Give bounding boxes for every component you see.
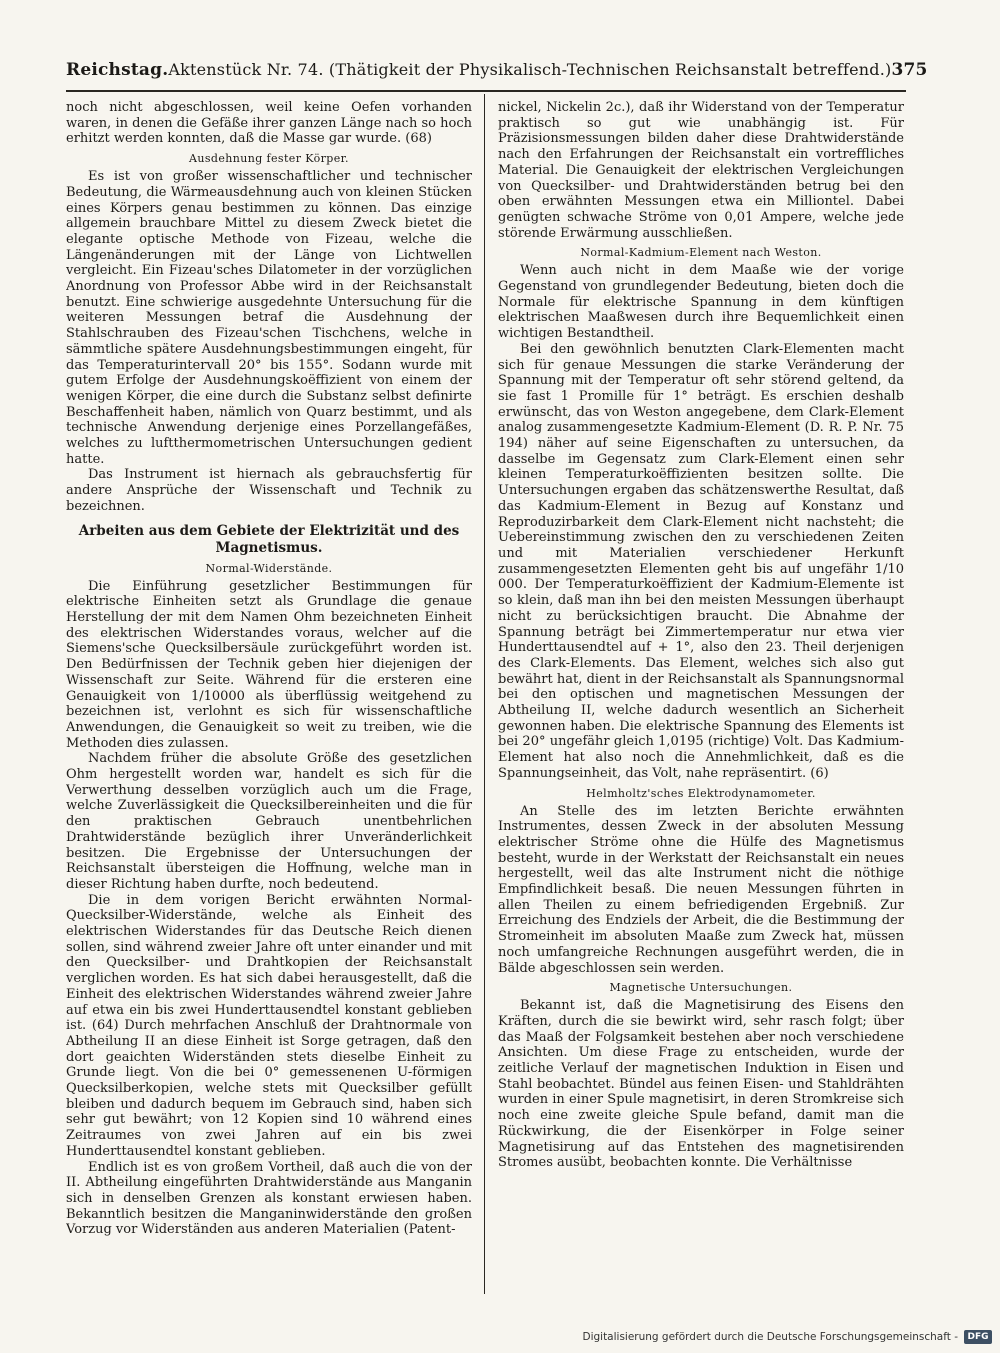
section-heading: Arbeiten aus dem Gebiete der Elektrizität und des Magnetismus. xyxy=(78,522,460,556)
paragraph: Das Instrument ist hiernach als gebrauchsfertig für andere Ansprüche der Wissenschaft und Technik zu bezeichnen. xyxy=(66,467,472,514)
subheading: Helmholtz'sches Elektrodynamometer. xyxy=(586,786,816,800)
left-column xyxy=(66,100,472,1300)
paragraph: Nachdem früher die absolute Größe des gesetzlichen Ohm hergestellt worden war, handelt es sich für die Verwerthung desselben vorzüglich auch um die Frage, welche Zuverlässigkeit die Quecksilbereinheiten und die für den praktischen Gebrauch unentbehrlichen Drahtwiderstände bezüglich ihrer Unveränderlichkeit besitzen. Die Ergebnisse der Untersuchungen der Reichsanstalt übersteigen die Hoffnung, welche man in dieser Richtung haben durfte, noch bedeutend. xyxy=(66,751,472,892)
document-page xyxy=(66,60,928,1300)
paragraph: noch nicht abgeschlossen, weil keine Oefen vorhanden waren, in denen die Gefäße ihrer ganzen Länge nach so hoch erhitzt werden konnten, daß die Masse gar wurde. (68) xyxy=(66,100,472,147)
paragraph: Es ist von großer wissenschaftlicher und technischer Bedeutung, die Wärmeausdehnung auch von kleinen Stücken eines Körpers genau bestimmen zu können. Das einzige allgemein brauchbare Mittel zu diesem Zweck bietet die elegante optische Methode von Fizeau, welche die Längenänderungen mit der Länge von Lichtwellen vergleicht. Ein Fizeau'sches Dilatometer in der vorzüglichen Anordnung von Professor Abbe wird in der Reichsanstalt benutzt. Eine schwierige ausgedehnte Untersuchung für die weiteren Messungen betraf die Ausdehnung der Stahlschrauben des Fizeau'schen Tischchens, welche in sämmtliche spätere Ausdehnungsbestimmungen eingeht, für das Temperaturintervall 20° bis 155°. Sodann wurde mit gutem Erfolge der Ausdehnungskoëffizient von einem der wenigen Körper, die eine durch die Substanz selbst definirte Beschaffenheit haben, nämlich von Quarz bestimmt, und als technische Anwendung derjenige eines Porzellangefäßes, welches zu luftthermometrischen Untersuchungen gedient hatte. xyxy=(66,169,472,467)
subheading: Ausdehnung fester Körper. xyxy=(189,152,349,166)
header-left: Reichstag. xyxy=(66,60,169,80)
subheading: Magnetische Untersuchungen. xyxy=(609,981,793,995)
subheading: Normal-Widerstände. xyxy=(205,561,333,575)
paragraph: Bekannt ist, daß die Magnetisirung des Eisens den Kräften, durch die sie bewirkt wird, sehr rasch folgt; über das Maaß der Folgsamkeit bestehen aber noch verschiedene Ansichten. Um diese Frage zu entscheiden, wurde der zeitliche Verlauf der magnetischen Induktion in Eisen und Stahl beobachtet. Bündel aus feinen Eisen- und Stahldrähten wurden in einer Spule magnetisirt, in deren Stromkreise sich noch eine zweite gleiche Spule befand, damit man die Rückwirkung, die der Eisenkörper in Folge seiner Magnetisirung auf das Entstehen des magnetisirenden Stromes ausübt, beobachten konnte. Die Verhältnisse xyxy=(498,998,904,1171)
page-header xyxy=(66,60,928,86)
paragraph: nickel, Nickelin 2c.), daß ihr Widerstand von der Temperatur praktisch so gut wie unabhängig ist. Für Präzisionsmessungen bilden daher diese Drahtwiderstände nach den Erfahrungen der Reichsanstalt ein vortreffliches Material. Die Genauigkeit der elektrischen Vergleichungen von Quecksilber- und Drahtwiderständen betrug bei den oben erwähnten Messungen etwa ein Milliontel. Dabei genügten schwache Ströme von 0,01 Ampere, welche jede störende Erwärmung ausschließen. xyxy=(498,100,904,241)
column-divider xyxy=(484,94,485,1294)
dfg-logo-icon: DFG xyxy=(964,1330,992,1344)
paragraph: An Stelle des im letzten Berichte erwähnten Instrumentes, dessen Zweck in der absoluten Messung elektrischer Ströme ohne die Hülfe des Magnetismus besteht, wurde in der Werkstatt der Reichsanstalt ein neues hergestellt, weil das alte Instrument nicht die nöthige Empfindlichkeit besaß. Die neuen Messungen führten in allen Theilen zu einem befriedigenden Ergebniß. Zur Erreichung des Endziels der Arbeit, die die Bestimmung der Stromeinheit im absoluten Maaße zum Zweck hat, müssen noch umfangreiche Rechnungen ausgeführt werden, die in Bälde abgeschlossen sein werden. xyxy=(498,803,904,976)
digitization-footer xyxy=(582,1327,992,1347)
header-rule xyxy=(66,90,906,92)
paragraph: Bei den gewöhnlich benutzten Clark-Elementen macht sich für genaue Messungen die starke Veränderung der Spannung mit der Temperatur oft sehr störend geltend, da sie fast 1 Promille für 1° beträgt. Es erschien deshalb erwünscht, das von Weston angegebene, dem Clark-Element analog zusammengesetzte Kadmium-Element (D. R. P. Nr. 75 194) näher auf seine Eigenschaften zu untersuchen, da dasselbe im Gegensatz zum Clark-Element einen sehr kleinen Temperaturkoëffizienten besitzen sollte. Die Untersuchungen ergaben das schätzenswerthe Resultat, daß das Kadmium-Element in Bezug auf Konstanz und Reproduzirbarkeit dem Clark-Element nicht nachsteht; die Uebereinstimmung zwischen den zu verschiedenen Zeiten und mit Materialien verschiedener Herkunft zusammengesetzten Elementen geht bis auf ungefähr 1/10 000. Der Temperaturkoëffizient der Kadmium-Elemente ist so klein, daß man ihn bei den meisten Messungen überhaupt nicht zu berücksichtigen braucht. Die Abnahme der Spannung beträgt bei Zimmertemperatur nur etwa vier Hunderttausendtel auf + 1°, also den 23. Theil derjenigen des Clark-Elements. Das Element, welches sich also gut bewährt hat, dient in der Reichsanstalt als Spannungsnormal bei den optischen und magnetischen Messungen der Abtheilung II, welche dadurch wesentlich an Sicherheit gewonnen haben. Die elektrische Spannung des Elements ist bei 20° ungefähr gleich 1,0195 (richtige) Volt. Das Kadmium-Element hat also noch die Annehmlichkeit, daß es die Spannungseinheit, das Volt, nahe repräsentirt. (6) xyxy=(498,341,904,781)
footer-text: Digitalisierung gefördert durch die Deutsche Forschungsgemeinschaft - xyxy=(582,1331,958,1343)
subheading: Normal-Kadmium-Element nach Weston. xyxy=(580,246,822,260)
paragraph: Die Einführung gesetzlicher Bestimmungen für elektrische Einheiten setzt als Grundlage die genaue Herstellung der mit dem Namen Ohm bezeichneten Einheit des elektrischen Widerstandes voraus, welcher auf die Siemens'sche Quecksilbersäule zurückgeführt worden ist. Den Bedürfnissen der Technik geben hier diejenigen der Wissenschaft zur Seite. Während für die ersteren eine Genauigkeit von 1/10000 als überflüssig weitgehend zu bezeichnen ist, verlohnt es sich für wissenschaftliche Anwendungen, die Genauigkeit so weit zu treiben, wie die Methoden dies zulassen. xyxy=(66,578,472,751)
paragraph: Wenn auch nicht in dem Maaße wie der vorige Gegenstand von grundlegender Bedeutung, bieten doch die Normale für elektrische Spannung in dem künftigen elektrischen Maaßwesen durch ihre Bequemlichkeit einen wichtigen Bestandtheil. xyxy=(498,263,904,342)
right-column xyxy=(498,100,904,1300)
header-title: Aktenstück Nr. 74. (Thätigkeit der Physikalisch-Technischen Reichsanstalt betreffend.) xyxy=(168,60,892,79)
paragraph: Die in dem vorigen Bericht erwähnten Normal-Quecksilber-Widerstände, welche als Einheit des elektrischen Widerstandes für das Deutsche Reich dienen sollen, sind während zweier Jahre oft unter einander und mit den Quecksilber- und Drahtkopien der Reichsanstalt verglichen worden. Es hat sich dabei herausgestellt, daß die Einheit des elektrischen Widerstandes während zweier Jahre auf etwa ein bis zwei Hunderttausendtel konstant geblieben ist. (64) Durch mehrfachen Anschluß der Drahtnormale von Abtheilung II an diese Einheit ist Sorge getragen, daß den dort geaichten Widerständen stets dieselbe Einheit zu Grunde liegt. Von die bei 0° gemessenenen U-förmigen Quecksilberkopien, welche stets mit Quecksilber gefüllt bleiben und dadurch bequem im Gebrauch sind, haben sich sehr gut bewährt; von 12 Kopien sind 10 während eines Zeitraumes von zwei Jahren auf ein bis zwei Hunderttausendtel konstant geblieben. xyxy=(66,892,472,1159)
paragraph: Endlich ist es von großem Vortheil, daß auch die von der II. Abtheilung eingeführten Drahtwiderstände aus Manganin sich in denselben Grenzen als konstant erwiesen haben. Bekanntlich besitzen die Manganinwiderstände den großen Vorzug vor Widerständen aus anderen Materialien (Patent- xyxy=(66,1159,472,1238)
page-number: 375 xyxy=(891,60,928,80)
